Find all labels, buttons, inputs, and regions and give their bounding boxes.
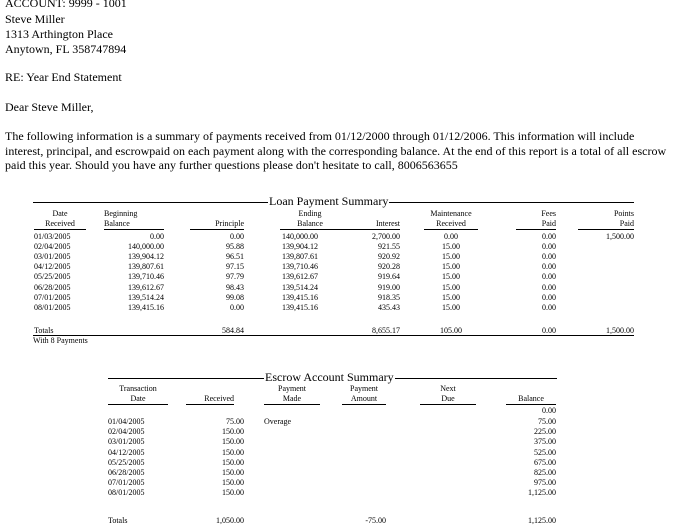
loan-cell: 139,904.12 — [128, 252, 164, 262]
loan-total-cell: 0.00 — [542, 326, 556, 335]
loan-cell: 139,807.61 — [128, 262, 164, 272]
escrow-cell: 75.00 — [538, 417, 556, 426]
escrow-total-cell: -75.00 — [365, 516, 386, 525]
loan-cell: 139,807.61 — [282, 252, 318, 262]
escrow-summary-title: Escrow Account Summary — [265, 370, 394, 384]
loan-col-header-top: Fees — [541, 209, 556, 218]
loan-total-cell: 584.84 — [222, 326, 244, 335]
escrow-cell: 150.00 — [222, 437, 244, 447]
loan-col-header-top: Points — [613, 209, 634, 218]
escrow-opening-balance: 0.00 — [542, 406, 556, 415]
intro-paragraph: The following information is a summary of payments received from 01/12/2000 through 01/12/2006. This information will include interest, principal, and escrowpaid on each payment along with the corresponding balance. At the end of this report is a total of all escrow paid this year. Should you have any further questions please don't hesitate to call, 8006563655 — [5, 129, 667, 172]
escrow-cell: 04/12/2005 — [108, 447, 145, 457]
loan-cell: 1,500.00 — [606, 232, 634, 241]
loan-col-header: Interest — [340, 219, 400, 230]
loan-cell: 139,904.12 — [282, 242, 318, 252]
loan-cell: 139,415.16 — [282, 302, 318, 312]
escrow-cell: 150.00 — [222, 427, 244, 437]
loan-total-cell: Totals — [34, 326, 54, 335]
loan-col-header: Received — [424, 219, 478, 230]
loan-total-cell: 1,500.00 — [606, 326, 634, 335]
loan-cell: 0.00 — [230, 232, 244, 241]
escrow-cell: 02/04/2005 — [108, 427, 145, 437]
loan-col-header: Balance — [280, 219, 340, 230]
loan-cell: 0.00 — [542, 272, 556, 282]
loan-cell: 15.00 — [442, 262, 460, 272]
loan-cell: 2,700.00 — [372, 232, 400, 241]
loan-cell: 139,514.24 — [128, 292, 164, 302]
loan-cell: 0.00 — [150, 232, 164, 241]
loan-cell: 0.00 — [542, 242, 556, 252]
escrow-cell: 150.00 — [222, 488, 244, 498]
loan-cell: 919.64 — [378, 272, 400, 282]
escrow-col-header-top: Transaction — [119, 384, 157, 393]
escrow-col-header-top: Payment — [278, 384, 306, 393]
loan-cell: 97.15 — [226, 262, 244, 272]
escrow-cell: 150.00 — [222, 468, 244, 477]
escrow-cell: 01/04/2005 — [108, 417, 145, 426]
escrow-col-header: Made — [264, 394, 320, 405]
loan-cell: 0.00 — [542, 232, 556, 241]
loan-cell: 140,000.00 — [128, 242, 164, 252]
loan-cell: 96.51 — [226, 252, 244, 262]
loan-cell: 918.35 — [378, 292, 400, 302]
escrow-col-header-top: Payment — [350, 384, 378, 393]
escrow-col-header: Balance — [506, 394, 556, 405]
escrow-cell: 1,125.00 — [528, 488, 556, 498]
escrow-cell: 08/01/2005 — [108, 488, 145, 498]
loan-cell: 139,415.16 — [282, 292, 318, 302]
address-line-2: Anytown, FL 358747894 — [5, 42, 127, 56]
salutation: Dear Steve Miller, — [5, 100, 94, 114]
loan-cell: 919.00 — [378, 282, 400, 292]
loan-cell: 921.55 — [378, 242, 400, 252]
loan-cell: 01/03/2005 — [34, 232, 71, 241]
loan-cell: 0.00 — [542, 252, 556, 262]
loan-col-header-top: Maintenance — [430, 209, 472, 218]
escrow-total-cell: Totals — [108, 516, 128, 525]
address-line-1: 1313 Arthington Place — [5, 27, 113, 41]
subject-line: RE: Year End Statement — [5, 70, 122, 84]
loan-cell: 08/01/2005 — [34, 302, 71, 312]
loan-totals-rule — [33, 335, 634, 336]
loan-cell: 0.00 — [230, 302, 244, 312]
escrow-cell: 975.00 — [534, 478, 556, 488]
loan-cell: 98.43 — [226, 282, 244, 292]
escrow-cell: 825.00 — [534, 468, 556, 477]
escrow-cell: 525.00 — [534, 447, 556, 457]
escrow-cell: 75.00 — [226, 417, 244, 426]
loan-cell: 02/04/2005 — [34, 242, 71, 252]
loan-cell: 15.00 — [442, 292, 460, 302]
loan-cell: 0.00 — [542, 282, 556, 292]
escrow-col-header-top: Next — [440, 384, 456, 393]
loan-col-header: Paid — [578, 219, 634, 230]
escrow-cell: 07/01/2005 — [108, 478, 145, 488]
escrow-cell: 05/25/2005 — [108, 457, 145, 467]
loan-cell: 15.00 — [442, 252, 460, 262]
loan-col-header-top: Ending — [298, 209, 322, 218]
loan-col-header-top: Beginning — [104, 209, 138, 218]
escrow-cell: 06/28/2005 — [108, 468, 145, 477]
loan-cell: 05/25/2005 — [34, 272, 71, 282]
escrow-cell: Overage — [264, 417, 292, 426]
escrow-cell: 225.00 — [534, 427, 556, 437]
loan-cell: 99.08 — [226, 292, 244, 302]
loan-cell: 139,612.67 — [128, 282, 164, 292]
loan-cell: 0.00 — [542, 302, 556, 312]
escrow-cell: 150.00 — [222, 478, 244, 488]
escrow-col-header: Received — [186, 394, 234, 405]
loan-col-header-top: Date — [52, 209, 68, 218]
escrow-col-header: Amount — [342, 394, 386, 405]
loan-col-header: Paid — [516, 219, 556, 230]
escrow-cell: 375.00 — [534, 437, 556, 447]
loan-cell: 95.88 — [226, 242, 244, 252]
loan-total-cell: 105.00 — [440, 326, 462, 335]
loan-cell: 04/12/2005 — [34, 262, 71, 272]
escrow-cell: 03/01/2005 — [108, 437, 145, 447]
account-number: ACCOUNT: 9999 - 1001 — [5, 0, 127, 10]
loan-cell: 15.00 — [442, 302, 460, 312]
loan-cell: 140,000.00 — [282, 232, 318, 241]
loan-summary-title: Loan Payment Summary — [269, 194, 389, 208]
loan-cell: 0.00 — [542, 262, 556, 272]
loan-cell: 139,415.16 — [128, 302, 164, 312]
escrow-col-header: Due — [420, 394, 476, 405]
loan-cell: 03/01/2005 — [34, 252, 71, 262]
loan-cell: 920.92 — [378, 252, 400, 262]
loan-total-cell: 8,655.17 — [372, 326, 400, 335]
loan-cell: 07/01/2005 — [34, 292, 71, 302]
loan-cell: 97.79 — [226, 272, 244, 282]
loan-col-header: Balance — [104, 219, 164, 230]
escrow-cell: 150.00 — [222, 447, 244, 457]
escrow-cell: 150.00 — [222, 457, 244, 467]
escrow-cell: 675.00 — [534, 457, 556, 467]
loan-cell: 15.00 — [442, 272, 460, 282]
loan-cell: 139,514.24 — [282, 282, 318, 292]
loan-col-header: Received — [34, 219, 86, 230]
customer-name: Steve Miller — [5, 12, 65, 26]
loan-cell: 139,612.67 — [282, 272, 318, 282]
loan-cell: 435.43 — [378, 302, 400, 312]
loan-cell: 06/28/2005 — [34, 282, 71, 292]
loan-cell: 15.00 — [442, 242, 460, 252]
loan-col-header: Principle — [190, 219, 244, 230]
loan-cell: 15.00 — [442, 282, 460, 292]
loan-cell: 0.00 — [444, 232, 458, 241]
escrow-total-cell: 1,125.00 — [528, 516, 556, 525]
loan-cell: 920.28 — [378, 262, 400, 272]
loan-cell: 139,710.46 — [128, 272, 164, 282]
escrow-col-header: Date — [108, 394, 168, 405]
loan-cell: 139,710.46 — [282, 262, 318, 272]
loan-payment-count: With 8 Payments — [33, 336, 88, 345]
loan-cell: 0.00 — [542, 292, 556, 302]
escrow-total-cell: 1,050.00 — [216, 516, 244, 525]
